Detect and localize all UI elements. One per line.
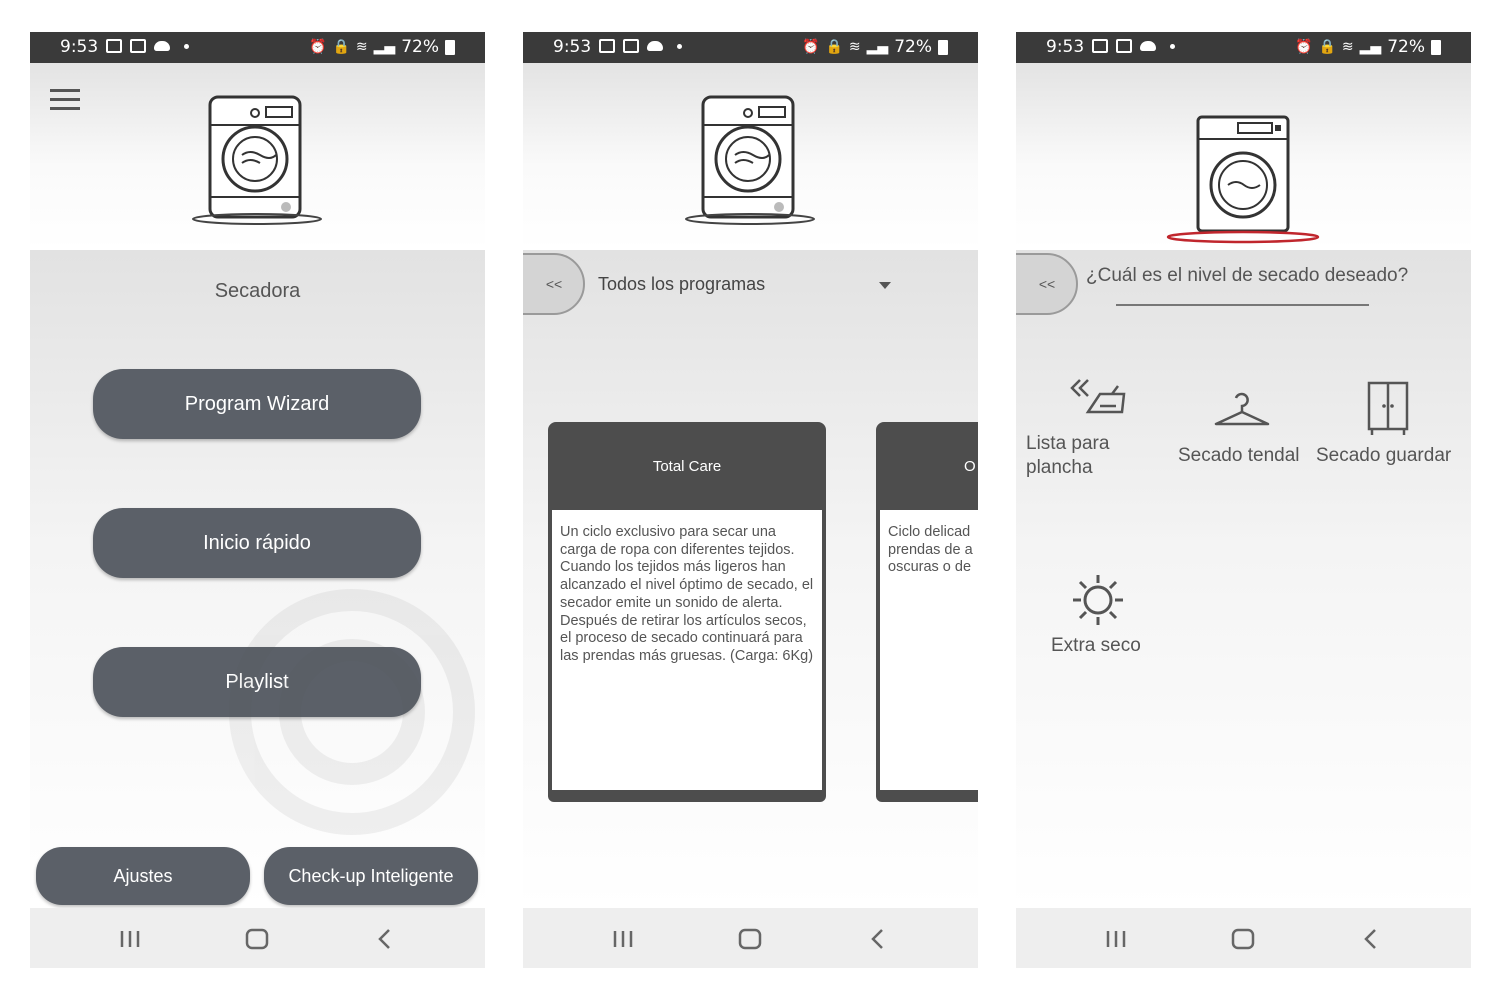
chevron-down-icon[interactable] [879, 282, 891, 289]
line-dry-option[interactable]: Secado tendal [1178, 445, 1300, 466]
back-tab-button[interactable]: << [523, 253, 585, 315]
recents-icon[interactable] [608, 926, 638, 952]
status-time: 9:53 [1046, 37, 1085, 57]
lock-icon: 🔒 [1318, 39, 1336, 55]
home-icon[interactable] [242, 926, 272, 952]
notification-icons [1092, 39, 1175, 53]
notification-icons [599, 39, 682, 53]
wifi-icon: ≋ [1341, 39, 1354, 55]
dryer-icon [683, 93, 817, 225]
sun-icon[interactable] [1072, 574, 1124, 626]
status-bar [30, 32, 485, 63]
wifi-icon: ≋ [848, 39, 861, 55]
alarm-icon: ⏰ [1295, 39, 1313, 55]
iron-icon[interactable] [1066, 376, 1130, 418]
alarm-icon: ⏰ [802, 39, 820, 55]
cloud-icon [154, 41, 170, 51]
system-nav-bar [523, 908, 978, 968]
app-header [30, 63, 485, 250]
home-icon[interactable] [1228, 926, 1258, 952]
battery-percent: 72% [894, 37, 932, 57]
quick-start-button[interactable]: Inicio rápido [93, 508, 421, 578]
battery-percent: 72% [1387, 37, 1425, 57]
wardrobe-icon[interactable] [1366, 380, 1410, 438]
dryness-question: ¿Cuál es el nivel de secado deseado? [1086, 265, 1409, 286]
program-card-description: Ciclo delicad prendas de a oscuras o de [880, 510, 978, 790]
system-icons [802, 37, 948, 57]
main-panel [30, 250, 485, 908]
battery-icon [938, 40, 948, 55]
question-underline [1116, 304, 1369, 306]
settings-button[interactable]: Ajustes [36, 847, 250, 905]
app-header [1016, 63, 1471, 250]
status-time: 9:53 [60, 37, 99, 57]
image-icon [1092, 39, 1108, 53]
smart-checkup-button[interactable]: Check-up Inteligente [264, 847, 478, 905]
system-icons [1295, 37, 1441, 57]
image-icon [599, 39, 615, 53]
dryer-icon [1164, 111, 1324, 245]
system-nav-bar [30, 908, 485, 968]
signal-icon: ▂▄ [866, 39, 889, 55]
more-dot-icon [677, 44, 682, 49]
signal-icon: ▂▄ [1359, 39, 1382, 55]
alarm-icon: ⏰ [309, 39, 327, 55]
recents-icon[interactable] [1101, 926, 1131, 952]
hanger-icon[interactable] [1212, 388, 1272, 428]
recents-icon[interactable] [115, 926, 145, 952]
page-title: Secadora [214, 280, 301, 302]
phone-screen-program-list [523, 32, 978, 968]
status-bar [523, 32, 978, 63]
menu-icon[interactable] [50, 89, 82, 113]
status-bar [1016, 32, 1471, 63]
phone-screen-main-menu [30, 32, 485, 968]
phone-screen-dryness-level [1016, 32, 1471, 968]
playlist-button[interactable]: Playlist [93, 647, 421, 717]
battery-icon [1431, 40, 1441, 55]
lock-icon: 🔒 [825, 39, 843, 55]
battery-percent: 72% [401, 37, 439, 57]
status-time: 9:53 [553, 37, 592, 57]
iron-ready-option[interactable]: Lista para plancha [1026, 433, 1110, 478]
back-icon[interactable] [863, 926, 893, 952]
lock-icon: 🔒 [332, 39, 350, 55]
cloud-icon [1140, 41, 1156, 51]
program-wizard-button[interactable]: Program Wizard [93, 369, 421, 439]
signal-icon: ▂▄ [373, 39, 396, 55]
more-dot-icon [184, 44, 189, 49]
program-card-description: Un ciclo exclusivo para secar una carga de ropa con diferentes tejidos. Cuando los tejidos más ligeros han alcanzado el nivel óptimo de secado, el secador emite un sonido de alerta. Después de retirar los artículos secos, el proceso de secado continuará para las prendas más gruesas. (Carga: 6Kg) [552, 510, 822, 790]
mail-icon [1116, 39, 1132, 53]
program-card[interactable] [876, 422, 978, 802]
back-icon[interactable] [370, 926, 400, 952]
back-icon[interactable] [1356, 926, 1386, 952]
extra-dry-option[interactable]: Extra seco [1051, 635, 1141, 656]
mail-icon [130, 39, 146, 53]
app-header [523, 63, 978, 250]
image-icon [106, 39, 122, 53]
battery-icon [445, 40, 455, 55]
system-icons [309, 37, 455, 57]
back-tab-button[interactable]: << [1016, 253, 1078, 315]
mail-icon [623, 39, 639, 53]
wifi-icon: ≋ [355, 39, 368, 55]
notification-icons [106, 39, 189, 53]
home-icon[interactable] [735, 926, 765, 952]
cupboard-dry-option[interactable]: Secado guardar [1316, 445, 1452, 466]
program-card-title: Total Care [652, 457, 722, 475]
program-card-title: O [964, 457, 976, 475]
program-card[interactable] [548, 422, 826, 802]
cloud-icon [647, 41, 663, 51]
more-dot-icon [1170, 44, 1175, 49]
dryer-icon [190, 93, 324, 225]
program-filter-select[interactable]: Todos los programas [598, 274, 766, 294]
system-nav-bar [1016, 908, 1471, 968]
